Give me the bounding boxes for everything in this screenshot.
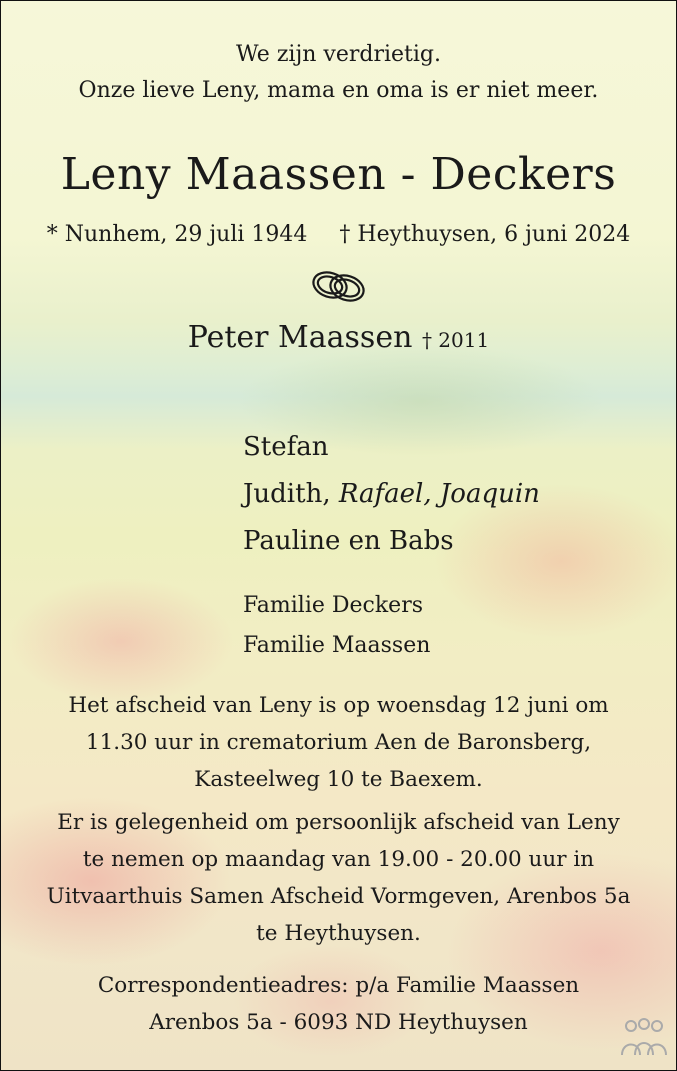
correspondence-line-2: Arenbos 5a - 6093 ND Heythuysen [149,1010,528,1035]
correspondence-line-1: Correspondentieadres: p/a Familie Maassen [97,973,580,998]
intro-line-2: Onze lieve Leny, mama en oma is er niet meer. [78,78,599,103]
visit-line-4: te Heythuysen. [256,921,421,946]
visit-line-1: Er is gelegenheid om persoonlijk afscheid van Leny [57,810,620,835]
people-group-logo-icon [617,1017,671,1059]
birth-date: * Nunhem, 29 juli 1944 [46,222,308,247]
life-dates [1,219,676,251]
intro-line-1: We zijn verdrietig. [235,42,441,67]
death-date: † Heythuysen, 6 juni 2024 [339,222,631,247]
farewell-line-3: Kasteelweg 10 te Baexem. [194,767,483,792]
deceased-name: Leny Maassen - Deckers [60,149,617,200]
spouse-name: Peter Maassen [187,320,413,355]
visit-info [1,804,676,952]
child-judith-name: Judith, [243,479,339,509]
visit-line-3: Uitvaarthuis Samen Afscheid Vormgeven, Arenbos 5a [46,884,631,909]
families-list [243,586,430,666]
child-pauline: Pauline en Babs [243,526,454,556]
child-judith-partners: Rafael, Joaquin [338,479,540,509]
family-deckers: Familie Deckers [243,593,424,618]
farewell-line-1: Het afscheid van Leny is op woensdag 12 juni om [68,693,609,718]
wedding-rings-icon [1,263,676,309]
farewell-info [1,687,676,798]
visit-line-2: te nemen op maandag van 19.00 - 20.00 uur in [82,847,595,872]
child-stefan: Stefan [243,432,329,462]
child-judith [243,471,540,518]
farewell-line-2: 11.30 uur in crematorium Aen de Baronsberg, [85,730,592,755]
spouse [1,316,676,362]
intro-text [1,37,676,109]
family-maassen: Familie Maassen [243,633,431,658]
children-list [243,424,540,565]
correspondence-address [1,967,676,1041]
spouse-death-year: † 2011 [421,328,490,352]
